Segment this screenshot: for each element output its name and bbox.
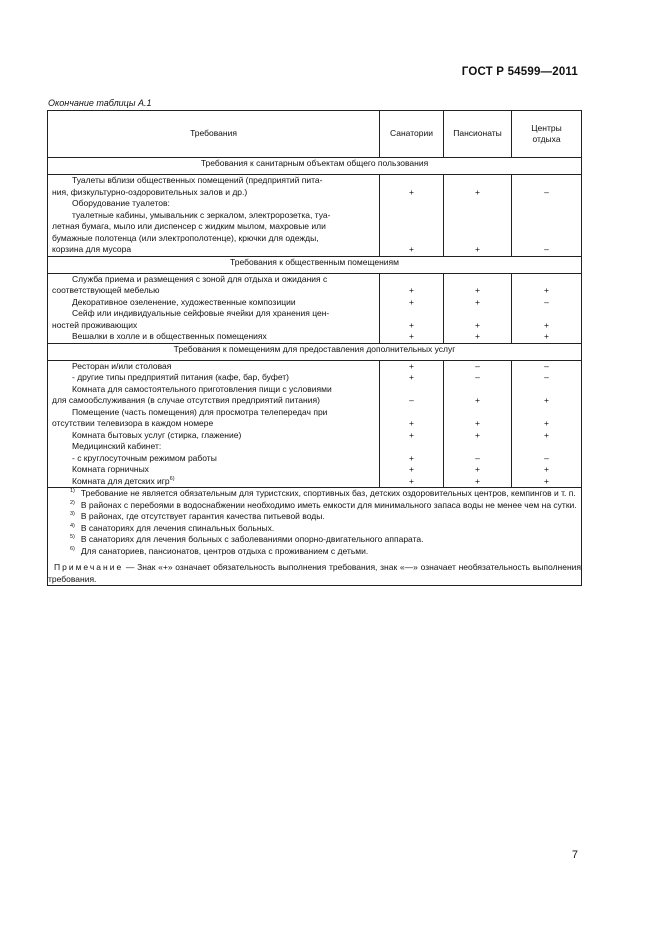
applicability-mark: + [544,464,549,474]
applicability-mark: + [409,296,414,307]
footnote [48,546,581,558]
pensions-marks-cell [444,175,512,257]
applicability-mark: + [475,296,480,307]
applicability-mark [444,441,511,453]
applicability-mark: + [409,244,414,254]
requirements-cell [48,175,380,257]
applicability-mark [512,175,581,187]
requirement-text: ния, физкультурно-оздоровительных залов и др.) [52,186,248,197]
requirement-text: Вешалки в холле и в общественных помещениях [72,331,267,341]
applicability-mark: + [544,319,549,330]
column-header-sanatoria: Санатории [380,111,444,158]
requirement-line [52,395,373,407]
sanatoria-marks-cell [380,175,444,257]
pensions-marks-cell [444,273,512,343]
document-code: ГОСТ Р 54599—2011 [461,66,578,78]
applicability-mark: + [475,464,480,474]
requirement-text: туалетные кабины, умывальник с зеркалом, электророзетка, туа- [72,209,331,220]
requirement-line [52,476,373,488]
applicability-mark: + [475,395,480,405]
footnote [48,500,581,512]
table-note [48,562,581,585]
applicability-mark [512,198,581,210]
requirement-line [52,285,373,297]
applicability-mark [380,175,443,187]
applicability-mark: + [409,285,414,295]
requirement-text: Туалеты вблизи общественных помещений (предприятий пита- [72,175,323,185]
applicability-mark: + [409,319,414,330]
applicability-mark [380,233,443,245]
footnote-text: В санаториях для лечения больных с заболеваниями опорно-двигательного аппарата. [80,534,424,544]
footnote-number: 3) [70,511,75,518]
requirement-text: ностей проживающих [52,319,138,330]
requirement-text: корзина для мусора [52,244,132,254]
requirement-text: отсутствии телевизора в каждом номере [52,418,214,428]
sanatoria-marks-cell [380,360,444,488]
requirement-line [52,187,373,199]
applicability-mark: + [475,418,480,428]
footnote [48,488,581,500]
applicability-mark: – [544,296,549,307]
requirement-text: - другие типы предприятий питания (кафе, бар, буфет) [72,372,289,382]
applicability-mark: – [544,244,549,254]
applicability-mark [380,384,443,396]
requirement-line [52,210,373,222]
applicability-mark [444,221,511,233]
requirement-line [52,175,373,187]
applicability-mark: + [409,186,414,197]
requirement-line [52,320,373,332]
requirement-line [52,221,373,233]
applicability-mark [380,210,443,222]
requirement-line [52,361,373,373]
section-title: Требования к общественным помещениям [48,256,582,273]
requirement-text: летная бумага, мыло или диспенсер с жидким мылом, махровые или [52,221,326,231]
applicability-mark [512,274,581,286]
section-title-row [48,256,582,273]
applicability-mark: + [544,429,549,440]
applicability-mark: + [409,372,414,382]
section-title-row [48,343,582,360]
requirement-line [52,233,373,245]
applicability-mark: + [475,429,480,440]
section-body-row [48,273,582,343]
column-header-requirements: Требования [48,111,380,158]
footnote [48,534,581,546]
footnotes-row [48,488,582,586]
centers-line-1: Центры [531,122,562,133]
applicability-mark [380,407,443,419]
requirement-text: Комната для самостоятельного приготовления пищи с условиями [72,383,332,394]
pensions-marks-cell [444,360,512,488]
footnote-number: 6) [70,545,75,552]
applicability-mark: + [409,429,414,440]
applicability-mark: + [409,464,414,474]
applicability-mark [512,407,581,419]
applicability-mark: + [475,331,480,341]
applicability-mark: – [409,395,414,405]
requirements-table [47,110,582,586]
applicability-mark [512,384,581,396]
applicability-mark [380,441,443,453]
applicability-mark [512,233,581,245]
footnote-text: Требование не является обязательным для туристских, спортивных баз, детских оздоровительных центров, кемпингов и т. п. [80,488,576,498]
applicability-mark: – [475,372,480,382]
footnote [48,523,581,535]
applicability-mark [512,221,581,233]
requirement-line [52,372,373,384]
requirement-line [52,418,373,430]
requirement-text: бумажные полотенца (или электрополотенце), крючки для одежды, [52,232,319,243]
footnote-number: 2) [70,499,75,506]
requirement-text: для самообслуживания (в случае отсутствия предприятий питания) [52,395,320,405]
applicability-mark: + [544,395,549,405]
applicability-mark: – [544,372,549,382]
footnote-text: В районах, где отсутствует гарантия качества питьевой воды. [80,511,325,521]
applicability-mark: + [544,331,549,341]
footnote-number: 5) [70,534,75,541]
applicability-mark: – [544,452,549,463]
footnote-text: В санаториях для лечения спинальных больных. [80,522,275,533]
requirement-text: Декоративное озеленение, художественные композиции [72,296,296,307]
applicability-mark [444,308,511,320]
applicability-mark [380,274,443,286]
section-title: Требования к помещениям для предоставления дополнительных услуг [48,343,582,360]
footnote-number: 4) [70,522,75,529]
centers-marks-cell [512,360,582,488]
applicability-mark: – [544,360,549,371]
applicability-mark: + [544,418,549,428]
section-body-row [48,175,582,257]
sanatoria-marks-cell [380,273,444,343]
page-number: 7 [571,849,578,861]
applicability-mark: – [544,186,549,197]
requirement-line [52,453,373,465]
applicability-mark: + [544,285,549,295]
note-label: Примечание [54,562,124,572]
requirement-text: Комната бытовых услуг (стирка, глажение) [72,429,242,440]
requirement-line [52,198,373,210]
section-title-row [48,158,582,175]
applicability-mark: – [475,452,480,463]
applicability-mark [380,198,443,210]
footnote-text: Для санаториев, пансионатов, центров отдыха с проживанием с детьми. [80,545,369,556]
requirement-line [52,464,373,476]
applicability-mark [444,210,511,222]
requirement-text: Помещение (часть помещения) для просмотра телепередач при [72,406,328,417]
applicability-mark: + [409,418,414,428]
requirements-cell [48,273,380,343]
applicability-mark: + [409,360,414,371]
applicability-mark: + [475,285,480,295]
applicability-mark [444,274,511,286]
centers-marks-cell [512,273,582,343]
footnote-ref: 6) [169,475,175,482]
applicability-mark [444,198,511,210]
applicability-mark: + [475,319,480,330]
requirement-text: Сейф или индивидуальные сейфовые ячейки для хранения цен- [72,308,330,318]
applicability-mark: + [409,475,414,486]
applicability-mark: + [409,452,414,463]
section-body-row [48,360,582,488]
centers-line-2: отдыха [532,134,561,144]
requirement-text: Комната для детских игр [72,475,170,486]
requirement-line [52,274,373,286]
requirement-text: Комната горничных [72,464,149,474]
requirement-line [52,407,373,419]
applicability-mark [512,308,581,320]
requirement-text: Ресторан и/или столовая [72,360,172,371]
requirement-line [52,308,373,320]
applicability-mark: + [475,244,480,254]
applicability-mark [380,308,443,320]
applicability-mark [380,221,443,233]
applicability-mark [444,175,511,187]
footnote-text: В районах с перебоями в водоснабжении необходимо иметь емкости для минимального запаса воды не менее чем на сутки. [80,499,577,510]
table-header-row [48,111,582,158]
column-header-centers [512,111,582,158]
requirement-line [52,441,373,453]
column-header-pensions: Пансионаты [444,111,512,158]
footnote-number: 1) [70,488,75,495]
requirement-line [52,297,373,309]
requirement-line [52,331,373,343]
applicability-mark [444,384,511,396]
requirement-text: Медицинский кабинет: [72,441,162,451]
footnote [48,511,581,523]
applicability-mark: – [475,360,480,371]
requirement-line [52,430,373,442]
applicability-mark [444,407,511,419]
requirement-text: Служба приема и размещения с зоной для отдыха и ожидания с [72,273,328,284]
applicability-mark: + [475,475,480,486]
requirement-line [52,244,373,256]
table-caption: Окончание таблицы А.1 [48,98,152,108]
applicability-mark [512,210,581,222]
requirements-cell [48,360,380,488]
requirement-text: соответствующей мебелью [52,285,160,295]
applicability-mark: + [409,331,414,341]
section-title: Требования к санитарным объектам общего пользования [48,158,582,175]
note-text: — Знак «+» означает обязательность выполнения требования, знак «—» означает необязательность выполнения требования. [48,562,581,584]
centers-marks-cell [512,175,582,257]
applicability-mark [444,233,511,245]
footnotes-block [48,488,582,586]
applicability-mark: + [544,475,549,486]
requirement-text: - с круглосуточным режимом работы [72,452,217,463]
requirement-text: Оборудование туалетов: [72,198,170,208]
requirement-line [52,384,373,396]
applicability-mark: + [475,186,480,197]
applicability-mark [512,441,581,453]
